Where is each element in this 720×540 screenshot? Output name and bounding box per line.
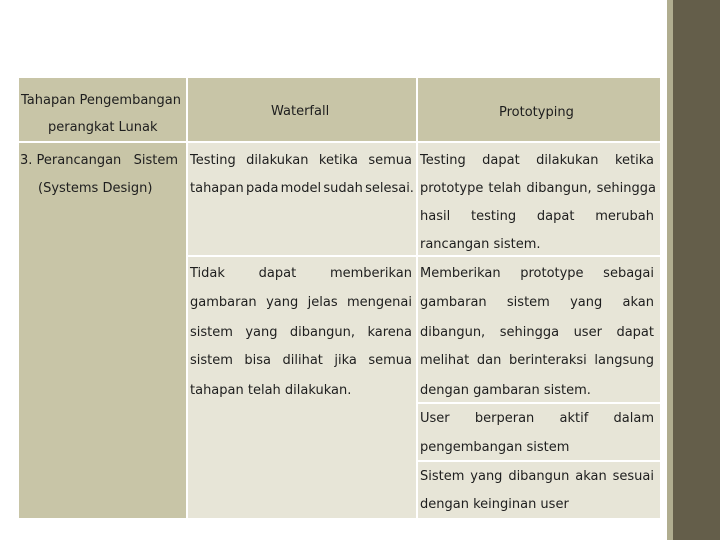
waterfall-1-line-1-word: semua	[368, 153, 412, 168]
waterfall-2-line-4-word: semua	[368, 353, 412, 368]
proto-1-line-3-word: hasil	[420, 209, 451, 224]
waterfall-2-line-3-word: yang	[245, 325, 278, 340]
header-stage-line2: perangkat Lunak	[48, 120, 158, 135]
proto-1-line-3-word: merubah	[595, 209, 654, 224]
proto-4-line-1	[420, 469, 654, 484]
proto-1-line-2-word: prototype	[420, 181, 484, 196]
proto-2-line-3	[420, 325, 654, 340]
waterfall-2-line-3-word: karena	[367, 325, 412, 340]
proto-2-line-1	[420, 266, 654, 281]
waterfall-1-line-2-word: model	[280, 181, 322, 196]
proto-4-line-2: dengan keinginan user	[420, 497, 569, 512]
proto-1-line-3	[420, 209, 654, 224]
proto-1-line-2-word: telah	[488, 181, 522, 196]
waterfall-2-line-3-word: dibangun,	[289, 325, 356, 340]
proto-2-line-3-word: sehingga	[499, 325, 560, 340]
stage-cell	[19, 143, 186, 518]
waterfall-2-line-4	[190, 353, 412, 368]
proto-3-line-1-word: dalam	[613, 411, 654, 426]
waterfall-2-line-1-word: memberikan	[329, 266, 412, 281]
proto-4-line-1-word: dibangun	[508, 469, 570, 484]
waterfall-2-line-2-word: yang	[266, 295, 299, 310]
proto-4-line-1-word: Sistem	[420, 469, 465, 484]
proto-1-line-4: rancangan sistem.	[420, 237, 541, 252]
waterfall-2-line-4-word: sistem	[190, 353, 233, 368]
proto-1-line-1-word: dilakukan	[536, 153, 599, 168]
proto-2-line-4-word: langsung	[594, 353, 654, 368]
waterfall-2-line-3	[190, 325, 412, 340]
waterfall-2-line-5: tahapan telah dilakukan.	[190, 383, 352, 398]
proto-3-line-1-word: User	[420, 411, 450, 426]
waterfall-1-line-1	[190, 153, 412, 168]
proto-4-line-1-word: akan	[575, 469, 607, 484]
proto-1-line-3-word: testing	[471, 209, 517, 224]
proto-2-line-3-word: user	[573, 325, 602, 340]
proto-1-line-1-word: dapat	[482, 153, 520, 168]
header-cell-prototyping	[418, 78, 660, 141]
proto-2-line-3-word: dibangun,	[420, 325, 486, 340]
waterfall-2-line-4-word: bisa	[244, 353, 272, 368]
waterfall-2-line-1-word: Tidak	[190, 266, 225, 281]
proto-2-line-1-word: sebagai	[603, 266, 654, 281]
proto-2-line-2-word: akan	[622, 295, 654, 310]
proto-2-line-2-word: sistem	[506, 295, 550, 310]
proto-1-line-1-word: Testing	[420, 153, 466, 168]
proto-2-line-5: dengan gambaran sistem.	[420, 383, 591, 398]
proto-2-line-1-word: prototype	[520, 266, 584, 281]
proto-4-line-1-word: yang	[470, 469, 503, 484]
proto-1-line-1	[420, 153, 654, 168]
waterfall-1-line-2-word: selesai.	[365, 181, 414, 196]
proto-1-line-2	[420, 181, 656, 196]
waterfall-2-line-2-word: mengenai	[347, 295, 412, 310]
decorative-bar-dark	[673, 0, 720, 540]
proto-1-line-3-word: dapat	[536, 209, 575, 224]
header-prototyping: Prototyping	[499, 105, 574, 120]
header-waterfall: Waterfall	[271, 104, 330, 119]
proto-2-line-3-word: dapat	[616, 325, 654, 340]
proto-3-line-2: pengembangan sistem	[420, 440, 570, 455]
waterfall-2-line-2-word: jelas	[307, 295, 338, 310]
waterfall-1-line-2-word: tahapan	[190, 181, 244, 196]
waterfall-2-line-4-word: jika	[334, 353, 357, 368]
proto-2-line-2	[420, 295, 654, 310]
waterfall-1-line-2-word: sudah	[323, 181, 363, 196]
header-cell-waterfall	[188, 78, 416, 141]
stage-name-line1: 3. Perancangan Sistem	[20, 153, 179, 168]
header-cell-stage	[19, 78, 186, 141]
waterfall-2-line-1	[190, 266, 412, 281]
waterfall-1-line-1-word: ketika	[318, 153, 358, 168]
stage-name-line2: (Systems Design)	[38, 181, 153, 196]
waterfall-1-line-2-word: pada	[245, 181, 279, 196]
proto-3-line-1-word: aktif	[559, 411, 589, 426]
proto-2-line-1-word: Memberikan	[420, 266, 501, 281]
header-stage-line1: Tahapan Pengembangan	[21, 93, 181, 108]
proto-2-line-4-word: berinteraksi	[508, 353, 587, 368]
waterfall-2-line-4-word: dilihat	[282, 353, 323, 368]
waterfall-2-line-3-word: sistem	[190, 325, 233, 340]
proto-2-line-2-word: gambaran	[420, 295, 487, 310]
proto-3-line-1-word: berperan	[474, 411, 535, 426]
waterfall-2-line-2-word: gambaran	[190, 295, 257, 310]
proto-1-line-2-word: sehingga	[596, 181, 656, 196]
proto-2-line-2-word: yang	[570, 295, 603, 310]
proto-4-line-1-word: sesuai	[612, 469, 654, 484]
waterfall-1-line-1-word: Testing	[190, 153, 236, 168]
waterfall-2-line-2	[190, 295, 412, 310]
waterfall-1-line-2	[190, 181, 414, 196]
proto-2-line-4-word: dan	[476, 353, 502, 368]
proto-1-line-2-word: dibangun,	[526, 181, 592, 196]
proto-1-line-1-word: ketika	[614, 153, 654, 168]
proto-3-line-1	[420, 411, 654, 426]
waterfall-1-line-1-word: dilakukan	[246, 153, 309, 168]
waterfall-2-line-1-word: dapat	[258, 266, 297, 281]
proto-2-line-4-word: melihat	[420, 353, 470, 368]
proto-2-line-4	[420, 353, 654, 368]
